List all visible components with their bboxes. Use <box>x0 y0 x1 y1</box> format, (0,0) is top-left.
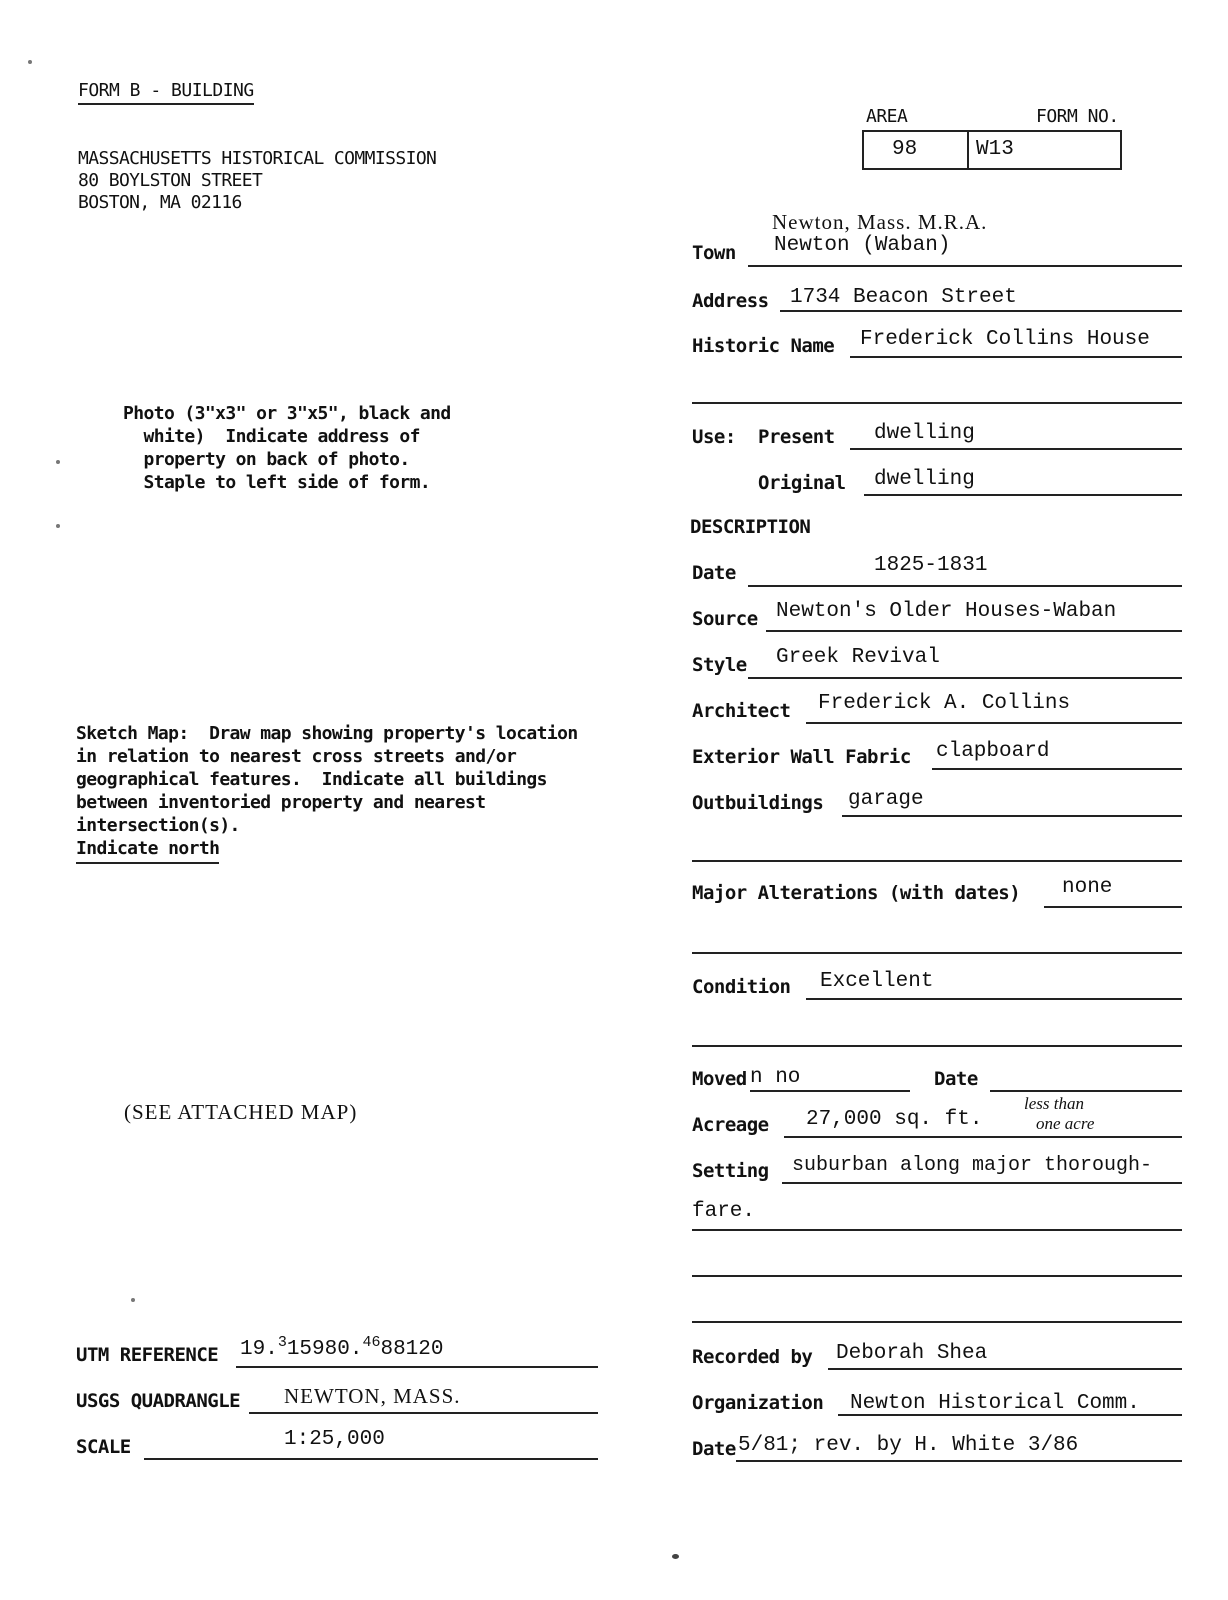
usgs-label: USGS QUADRANGLE <box>76 1390 241 1412</box>
use-label: Use: <box>692 426 736 448</box>
present-label: Present <box>758 426 835 448</box>
utm-easting-prefix: 3 <box>277 1334 287 1351</box>
historic-name-label: Historic Name <box>692 335 835 357</box>
utm-northing: 88120 <box>380 1338 444 1361</box>
scan-speck <box>56 524 60 528</box>
setting-label: Setting <box>692 1160 769 1182</box>
condition-line-2 <box>692 1045 1182 1047</box>
alterations-label: Major Alterations (with dates) <box>692 882 1021 904</box>
town-value[interactable]: Newton (Waban) <box>774 234 951 257</box>
utm-easting: 15980. <box>286 1338 363 1361</box>
final-date-value[interactable]: 5/81; rev. by H. White 3/86 <box>738 1434 1079 1457</box>
usgs-line <box>249 1412 598 1414</box>
setting-value-line1[interactable]: suburban along major thorough- <box>792 1154 1153 1177</box>
form-title: FORM B - BUILDING <box>78 80 254 105</box>
description-heading: DESCRIPTION <box>690 516 811 538</box>
form-no-label: FORM NO. <box>1036 106 1119 127</box>
town-label: Town <box>692 242 736 264</box>
condition-label: Condition <box>692 976 791 998</box>
photo-instructions: Photo (3"x3" or 3"x5", black and white) Indicate address of property on back of photo. Staple to left side of form. <box>123 403 451 493</box>
usgs-value[interactable]: NEWTON, MASS. <box>284 1384 461 1408</box>
present-value[interactable]: dwelling <box>874 422 975 445</box>
recorded-by-line <box>828 1368 1182 1370</box>
original-value[interactable]: dwelling <box>874 468 975 491</box>
alterations-line <box>1044 906 1182 908</box>
outbuildings-label: Outbuildings <box>692 792 824 814</box>
address-label: Address <box>692 290 769 312</box>
scale-label: SCALE <box>76 1436 131 1458</box>
see-attached-map: (SEE ATTACHED MAP) <box>124 1100 358 1124</box>
source-line <box>766 630 1182 632</box>
organization-value[interactable]: Newton Historical Comm. <box>850 1392 1140 1415</box>
scale-line <box>144 1458 598 1460</box>
organization-label: Organization <box>692 1392 824 1414</box>
indicate-north: Indicate north <box>76 837 219 864</box>
acreage-note-line1: less than <box>1024 1094 1084 1113</box>
style-line <box>748 677 1182 679</box>
moved-value[interactable]: n no <box>750 1066 801 1089</box>
final-date-line <box>736 1460 1182 1462</box>
exterior-wall-label: Exterior Wall Fabric <box>692 746 911 768</box>
style-value[interactable]: Greek Revival <box>776 646 940 669</box>
exterior-wall-value[interactable]: clapboard <box>936 740 1050 763</box>
historic-name-line <box>850 356 1182 358</box>
moved-date-line[interactable] <box>990 1090 1182 1092</box>
scan-speck <box>672 1554 679 1559</box>
scan-speck <box>131 1298 135 1302</box>
acreage-value[interactable]: 27,000 sq. ft. <box>806 1108 983 1131</box>
town-annotation: Newton, Mass. M.R.A. <box>772 210 988 234</box>
condition-value[interactable]: Excellent <box>820 970 934 993</box>
area-form-box <box>862 130 1122 170</box>
utm-zone: 19. <box>240 1338 278 1361</box>
setting-line <box>782 1182 1182 1184</box>
date-line <box>748 585 1182 587</box>
setting-line-4 <box>692 1321 1182 1323</box>
scan-speck <box>56 460 60 464</box>
date-value[interactable]: 1825-1831 <box>874 554 988 577</box>
recorded-by-label: Recorded by <box>692 1346 813 1368</box>
commission-city: BOSTON, MA 02116 <box>78 192 242 213</box>
outbuildings-value[interactable]: garage <box>848 788 924 811</box>
scan-speck <box>28 60 32 64</box>
utm-value[interactable] <box>240 1334 443 1361</box>
form-no-value[interactable]: W13 <box>976 138 1014 161</box>
original-line <box>864 494 1182 496</box>
acreage-label: Acreage <box>692 1114 769 1136</box>
town-line <box>748 265 1182 267</box>
sketch-map-instructions: Sketch Map: Draw map showing property's location in relation to nearest cross streets and/or geographical features. Indicate all buildings between inventoried property and nearest intersection(s). <box>76 723 578 836</box>
commission-name: MASSACHUSETTS HISTORICAL COMMISSION <box>78 148 437 169</box>
outbuildings-line-2 <box>692 860 1182 862</box>
setting-value-line2[interactable]: fare. <box>692 1200 756 1223</box>
commission-street: 80 BOYLSTON STREET <box>78 170 263 191</box>
utm-line <box>236 1366 598 1368</box>
scale-value[interactable]: 1:25,000 <box>284 1428 385 1451</box>
date-label: Date <box>692 562 736 584</box>
moved-line <box>750 1090 910 1092</box>
recorded-by-value[interactable]: Deborah Shea <box>836 1342 988 1365</box>
condition-line <box>806 998 1182 1000</box>
area-label: AREA <box>866 106 908 127</box>
final-date-label: Date <box>692 1438 736 1460</box>
acreage-note-line2: one acre <box>1036 1114 1095 1133</box>
present-line <box>850 448 1182 450</box>
address-value[interactable]: 1734 Beacon Street <box>790 286 1017 309</box>
architect-line <box>806 722 1182 724</box>
alterations-value[interactable]: none <box>1062 876 1113 899</box>
source-label: Source <box>692 608 758 630</box>
utm-label: UTM REFERENCE <box>76 1344 219 1366</box>
address-line <box>780 310 1182 312</box>
exterior-wall-line <box>932 768 1182 770</box>
outbuildings-line <box>842 815 1182 817</box>
moved-label: Moved <box>692 1068 747 1090</box>
acreage-line <box>784 1136 1182 1138</box>
utm-northing-prefix: 46 <box>362 1334 381 1351</box>
source-value[interactable]: Newton's Older Houses-Waban <box>776 600 1117 623</box>
commission-address <box>78 148 436 214</box>
area-value[interactable]: 98 <box>892 138 918 161</box>
setting-line-2 <box>692 1229 1182 1231</box>
historic-name-line-2 <box>692 402 1182 404</box>
architect-value[interactable]: Frederick A. Collins <box>818 692 1071 715</box>
setting-line-3 <box>692 1275 1182 1277</box>
moved-date-label: Date <box>934 1068 978 1090</box>
historic-name-value[interactable]: Frederick Collins House <box>860 328 1150 351</box>
original-label: Original <box>758 472 846 494</box>
area-box-divider <box>967 132 969 168</box>
style-label: Style <box>692 654 747 676</box>
architect-label: Architect <box>692 700 791 722</box>
alterations-line-2 <box>692 952 1182 954</box>
